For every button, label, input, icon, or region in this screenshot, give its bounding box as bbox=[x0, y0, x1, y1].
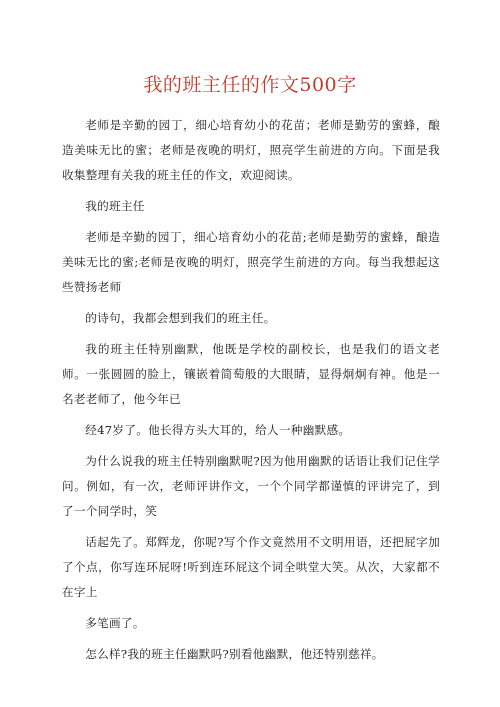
body-paragraph: 怎么样?我的班主任幽默吗?别看他幽默，他还特别慈祥。 bbox=[85, 647, 384, 661]
body-paragraph: 的诗句，我都会想到我们的班主任。 bbox=[85, 311, 276, 325]
intro-paragraph: 老师是辛勤的园丁，细心培育幼小的花苗；老师是勤劳的蜜蜂，酿造美味无比的蜜；老师是夜晚的明灯，照亮学生前进的方向。下面是我收集整理有关我的班主任的作文，欢迎阅读。 bbox=[62, 118, 440, 182]
body-paragraph: 经47岁了。他长得方头大耳的，给人一种幽默感。 bbox=[85, 423, 351, 437]
body-paragraph: 话起先了。郑辉龙，你呢?写个作文竟然用不文明用语，还把屁字加了个点，你写连环屁呀!听到连环屁这个词全哄堂大笑。从次，大家都不在字上 bbox=[62, 535, 440, 599]
section-heading: 我的班主任 bbox=[85, 199, 145, 213]
body-paragraph: 为什么说我的班主任特别幽默呢?因为他用幽默的话语让我们记住学问。例如，有一次，老师评讲作文，一个个同学都谨慎的评讲完了，到了一个同学时，笑 bbox=[62, 454, 440, 518]
body-paragraph: 老师是辛勤的园丁，细心培育幼小的花苗;老师是勤劳的蜜蜂，酿造美味无比的蜜;老师是夜晚的明灯，照亮学生前进的方向。每当我想起这些赞扬老师 bbox=[62, 230, 440, 294]
document-title: 我的班主任的作文500字 bbox=[143, 74, 357, 96]
body-paragraph: 我的班主任特别幽默，他既是学校的副校长，也是我们的语文老师。一张圆圆的脸上，镶嵌着简萄般的大眼睛，显得炯炯有神。他是一名老老师了，他今年已 bbox=[62, 342, 440, 406]
document-body bbox=[62, 113, 440, 673]
body-paragraph: 多笔画了。 bbox=[85, 616, 145, 630]
